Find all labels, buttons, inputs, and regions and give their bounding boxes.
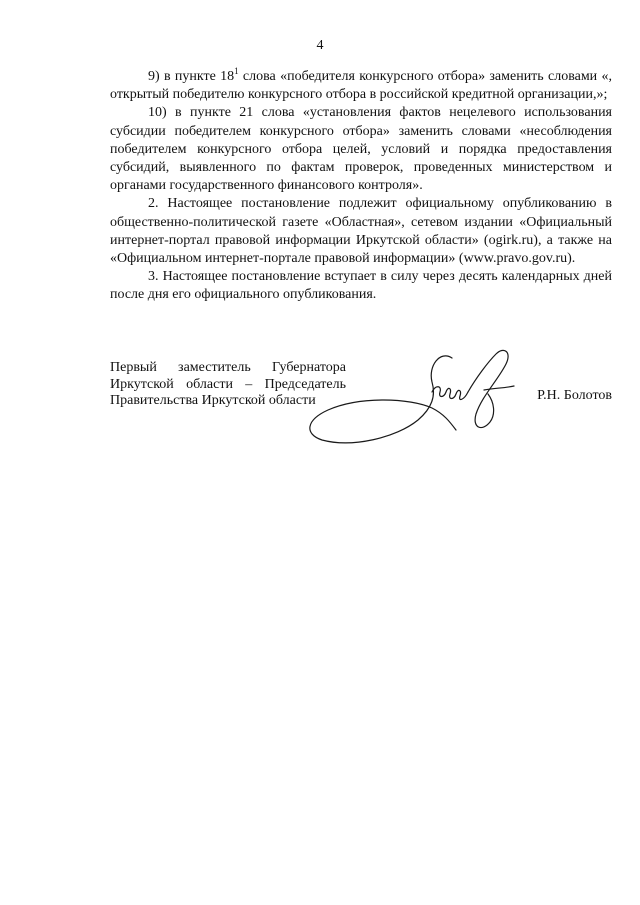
signer-title-line-1: Первый заместитель Губернатора [110, 360, 346, 375]
signature-block [110, 360, 612, 470]
document-body [110, 68, 612, 305]
signer-title-line-2: Иркутской области – Председатель [110, 376, 346, 392]
paragraph-section-3: 3. Настоящее постановление вступает в силу через десять календарных дней после дня его официального опубликования. [110, 269, 612, 303]
handwritten-signature [300, 348, 540, 458]
paragraph-item-9 [110, 68, 612, 104]
paragraph-item-10: 10) в пункте 21 слова «установления фактов нецелевого использования субсидии победителем конкурсного отбора» заменить словами «несоблюдения победителем конкурсного отбора целей, условий и порядка предоставления субсидий, выявленного по фактам проверок, проведенных министерством и органами государственного финансового контроля». [110, 105, 612, 194]
paragraph-item-9-rest: слова «победителя конкурсного отбора» заменить словами «, открытый победителю конкурсного отбора в российской кредитной организации,»; [110, 69, 612, 103]
paragraph-item-9-lead: 9) в пункте 18 [148, 69, 235, 84]
superscript-marker: 1 [234, 66, 239, 76]
signer-title-line-3: Правительства Иркутской области [110, 393, 316, 408]
paragraph-section-2: 2. Настоящее постановление подлежит официальному опубликованию в общественно-политической газете «Областная», сетевом издании «Официальный интернет-портал правовой информации Иркутской области» (ogirk.ru), а также на «Официальном интернет-портале правовой информации» (www.pravo.gov.ru). [110, 196, 612, 267]
page-number: 4 [316, 38, 324, 53]
signer-name: Р.Н. Болотов [537, 388, 612, 403]
